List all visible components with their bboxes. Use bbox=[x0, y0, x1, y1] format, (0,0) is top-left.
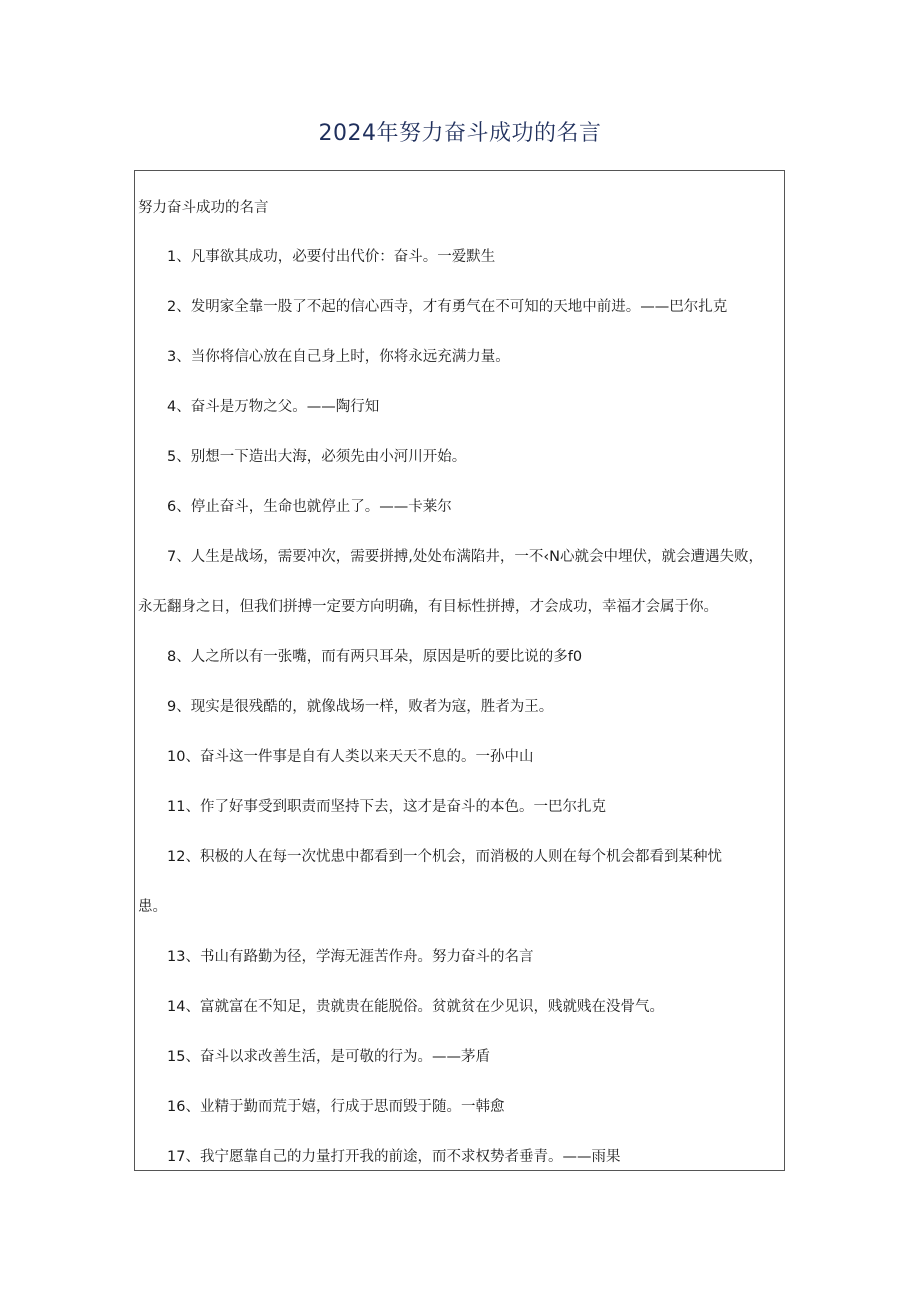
quote-line: 9、现实是很残酷的，就像战场一样，败者为寇，胜者为王。 bbox=[167, 699, 554, 715]
quote-line: 4、奋斗是万物之父。——陶行知 bbox=[167, 399, 380, 415]
document-title: 2024年努力奋斗成功的名言 bbox=[318, 121, 602, 146]
quote-line: 17、我宁愿靠自己的力量打开我的前途，而不求权势者垂青。——雨果 bbox=[167, 1149, 621, 1165]
quote-line: 16、业精于勤而荒于嬉，行成于思而毁于随。一韩愈 bbox=[167, 1099, 505, 1115]
quote-line: 5、别想一下造出大海，必须先由小河川开始。 bbox=[167, 449, 467, 465]
quote-line: 12、积极的人在每一次忧患中都看到一个机会，而消极的人则在每个机会都看到某种忧 bbox=[167, 849, 722, 865]
quote-line: 7、人生是战场，需要冲次，需要拼搏,处处布满陷井，一不‹N心就会中埋伏，就会遭遇失败， bbox=[167, 549, 763, 565]
quote-line: 3、当你将信心放在自己身上时，你将永远充满力量。 bbox=[167, 349, 510, 365]
quote-line: 13、书山有路勤为径，学海无涯苦作舟。努力奋斗的名言 bbox=[167, 949, 534, 965]
quote-line: 8、人之所以有一张嘴，而有两只耳朵，原因是听的要比说的多f0 bbox=[167, 649, 583, 665]
quote-line: 14、富就富在不知足，贵就贵在能脱俗。贫就贫在少见识，贱就贱在没骨气。 bbox=[167, 999, 664, 1015]
quote-box bbox=[134, 170, 785, 1171]
quote-line: 2、发明家全靠一股了不起的信心西寺，才有勇气在不可知的天地中前进。——巴尔扎克 bbox=[167, 299, 728, 315]
quote-line: 1、凡事欲其成功，必要付出代价：奋斗。一爱默生 bbox=[167, 249, 496, 265]
quote-line: 11、作了好事受到职责而坚持下去，这才是奋斗的本色。一巴尔扎克 bbox=[167, 799, 606, 815]
quote-line: 10、奋斗这一件事是自有人类以来天天不息的。一孙中山 bbox=[167, 749, 534, 765]
quote-line: 15、奋斗以求改善生活，是可敬的行为。——茅盾 bbox=[167, 1049, 490, 1065]
quote-line-continuation: 永无翻身之日，但我们拼搏一定要方向明确，有目标性拼搏，才会成功，幸福才会属于你。 bbox=[138, 599, 718, 615]
section-heading: 努力奋斗成功的名言 bbox=[138, 200, 269, 216]
quote-line: 6、停止奋斗，生命也就停止了。——卡莱尔 bbox=[167, 499, 452, 515]
quote-line-continuation: 患。 bbox=[138, 899, 167, 915]
